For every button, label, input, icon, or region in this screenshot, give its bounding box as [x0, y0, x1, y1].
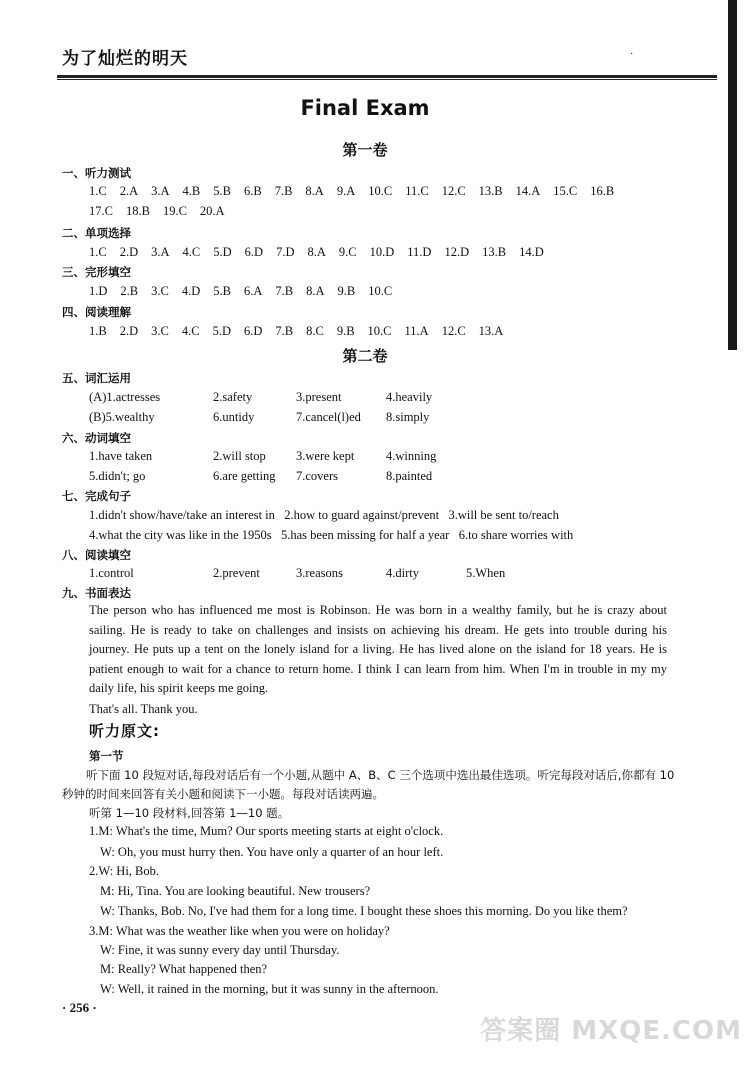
tapescript-part-label: 第一节 — [89, 749, 124, 763]
answer-item: 10.D — [369, 245, 395, 259]
section-single-choice-label: 二、单项选择 — [62, 226, 131, 240]
answer-item: 12.D — [444, 245, 470, 259]
answer-item: 2.A — [119, 184, 139, 198]
answer-item: 14.A — [515, 184, 541, 198]
volume-one-heading: 第一卷 — [342, 141, 388, 159]
header-dot: · — [630, 49, 634, 60]
answer-item: 13.B — [482, 245, 507, 259]
essay-paragraph — [89, 601, 667, 699]
answer-row — [89, 324, 516, 339]
section-reading-fill-label: 八、阅读填空 — [62, 548, 131, 562]
header-rule — [57, 75, 717, 78]
dialogue-line: W: Fine, it was sunny every day until Thursday. — [100, 943, 340, 957]
answer-item: 15.C — [553, 184, 578, 198]
answer-item: 20.A — [199, 204, 225, 218]
answer-item: 7.D — [276, 245, 295, 259]
answer-cell: 6.are getting — [213, 469, 276, 483]
tapescript-instruction-2: 听第 1—10 段材料,回答第 1—10 题。 — [89, 806, 290, 820]
answer-item: 4.C — [182, 245, 201, 259]
answer-item: 7.B — [275, 324, 294, 338]
answer-item: 12.C — [441, 184, 466, 198]
answer-row — [89, 284, 405, 299]
answer-cell: 3.present — [296, 390, 342, 404]
answer-item: 2.D — [119, 324, 139, 338]
answer-item: 9.B — [337, 284, 356, 298]
answer-row — [89, 204, 238, 219]
sentence-answers-line-2: 4.what the city was like in the 1950s 5.has been missing for half a year 6.to share worries with — [89, 528, 574, 542]
answer-cell: 6.untidy — [213, 410, 255, 424]
answer-item: 1.D — [89, 284, 108, 298]
answer-item: 6.D — [243, 324, 263, 338]
answer-item: 16.B — [590, 184, 615, 198]
answer-item: 1.C — [89, 184, 107, 198]
answer-item: 10.C — [368, 284, 393, 298]
answer-cell: (B)5.wealthy — [89, 410, 155, 424]
answer-item: 1.C — [89, 245, 107, 259]
dialogue-line: 2.W: Hi, Bob. — [89, 864, 160, 878]
answer-item: 6.B — [243, 184, 262, 198]
answer-cell: 1.have taken — [89, 449, 153, 463]
answer-cell: 4.heavily — [386, 390, 433, 404]
answer-item: 5.D — [212, 324, 231, 338]
dialogue-line: M: Hi, Tina. You are looking beautiful. New trousers? — [100, 884, 371, 898]
answer-item: 6.A — [243, 284, 263, 298]
answer-item: 10.C — [367, 324, 392, 338]
answer-item: 14.D — [519, 245, 544, 259]
answer-cell: (A)1.actresses — [89, 390, 161, 404]
header-rule-thin — [57, 79, 717, 80]
answer-cell: 4.dirty — [386, 566, 419, 580]
answer-item: 17.C — [89, 204, 113, 218]
answer-item: 8.A — [306, 284, 325, 298]
answer-item: 5.B — [213, 184, 231, 198]
answer-item: 9.A — [336, 184, 356, 198]
dialogue-line: W: Well, it rained in the morning, but it was sunny in the afternoon. — [100, 982, 439, 996]
answer-cell: 8.simply — [386, 410, 430, 424]
answer-item: 18.B — [125, 204, 150, 218]
answer-item: 11.D — [407, 245, 432, 259]
answer-item: 3.C — [151, 284, 169, 298]
dialogue-line: M: Really? What happened then? — [100, 962, 268, 976]
tapescript-instruction: 听下面 10 段短对话,每段对话后有一个小题,从题中 A、B、C 三个选项中选出最佳选项。听完每段对话后,你都有 10 秒钟的时间来回答有关小题和阅读下一小题。每段对话读两遍。 — [62, 768, 675, 801]
answer-row — [89, 184, 627, 199]
answer-item: 11.A — [404, 324, 429, 338]
answer-item: 4.D — [181, 284, 201, 298]
section-verb-fill-label: 六、动词填空 — [62, 431, 131, 445]
volume-two-heading: 第二卷 — [342, 347, 388, 365]
section-cloze-label: 三、完形填空 — [62, 265, 131, 279]
page-number: · 256 · — [62, 1000, 97, 1015]
answer-cell: 1.control — [89, 566, 134, 580]
essay-closing: That's all. Thank you. — [89, 702, 198, 716]
answer-item: 8.A — [307, 245, 326, 259]
dialogue-line: W: Oh, you must hurry then. You have only a quarter of an hour left. — [100, 845, 444, 859]
answer-item: 4.B — [182, 184, 201, 198]
answer-cell: 2.will stop — [213, 449, 266, 463]
answer-cell: 7.covers — [296, 469, 338, 483]
answer-cell: 8.painted — [386, 469, 433, 483]
answer-item: 1.B — [89, 324, 107, 338]
answer-item: 3.A — [151, 184, 170, 198]
dialogue-line: 3.M: What was the weather like when you were on holiday? — [89, 924, 390, 938]
answer-cell: 2.safety — [213, 390, 253, 404]
watermark: 答案圈 MXQE.COM — [480, 1016, 742, 1046]
answer-item: 19.C — [162, 204, 187, 218]
sentence-answers-line-1: 1.didn't show/have/take an interest in 2.how to guard against/prevent 3.will be sent to/reach — [89, 508, 559, 522]
answer-item: 9.C — [338, 245, 357, 259]
essay-text: The person who has influenced me most is Robinson. He was born in a wealthy family, but he is crazy about sailing. He is ready to take on challenges and insists on achieving his dream. He gets into trouble during his journey. He puts up a tent on the lonely island for a living. He has lived alone on the island for 18 years. He is patient enough to wait for a chance to return home. I think I can learn from him. When I'm in trouble in my my daily life, his spirit keeps me going. — [89, 603, 667, 695]
answer-item: 3.C — [151, 324, 169, 338]
section-writing-label: 九、书面表达 — [62, 586, 131, 600]
answer-cell: 3.were kept — [296, 449, 355, 463]
answer-item: 8.C — [306, 324, 324, 338]
page-title: Final Exam — [300, 96, 430, 120]
answer-item: 10.C — [368, 184, 393, 198]
dialogue-line: 1.M: What's the time, Mum? Our sports meeting starts at eight o'clock. — [89, 824, 444, 838]
answer-cell: 7.cancel(l)ed — [296, 410, 361, 424]
answer-item: 13.B — [478, 184, 503, 198]
answer-item: 6.D — [244, 245, 264, 259]
answer-cell: 3.reasons — [296, 566, 343, 580]
answer-cell: 5.didn't; go — [89, 469, 146, 483]
section-listening-label: 一、听力测试 — [62, 166, 131, 180]
answer-item: 8.A — [305, 184, 324, 198]
answer-item: 7.B — [274, 184, 293, 198]
answer-cell: 4.winning — [386, 449, 437, 463]
dialogue-line: W: Thanks, Bob. No, I've had them for a long time. I bought these shoes this morning. Do you like them? — [100, 904, 628, 918]
answer-item: 5.D — [213, 245, 232, 259]
running-header: 为了灿烂的明天 — [62, 49, 188, 69]
answer-item: 13.A — [478, 324, 504, 338]
answer-item: 9.B — [336, 324, 355, 338]
answer-item: 2.D — [119, 245, 139, 259]
tapescript-title: 听力原文: — [89, 722, 160, 740]
section-vocabulary-label: 五、词汇运用 — [62, 371, 131, 385]
section-reading-label: 四、阅读理解 — [62, 305, 131, 319]
answer-item: 4.C — [181, 324, 200, 338]
section-complete-sentences-label: 七、完成句子 — [62, 489, 131, 503]
answer-item: 5.B — [213, 284, 231, 298]
answer-item: 12.C — [441, 324, 466, 338]
answer-item: 11.C — [405, 184, 429, 198]
answer-item: 3.A — [151, 245, 170, 259]
answer-row — [89, 245, 557, 260]
answer-cell: 2.prevent — [213, 566, 260, 580]
answer-cell: 5.When — [466, 566, 506, 580]
answer-item: 7.B — [275, 284, 294, 298]
answer-item: 2.B — [120, 284, 139, 298]
scan-edge-bar — [728, 0, 737, 350]
